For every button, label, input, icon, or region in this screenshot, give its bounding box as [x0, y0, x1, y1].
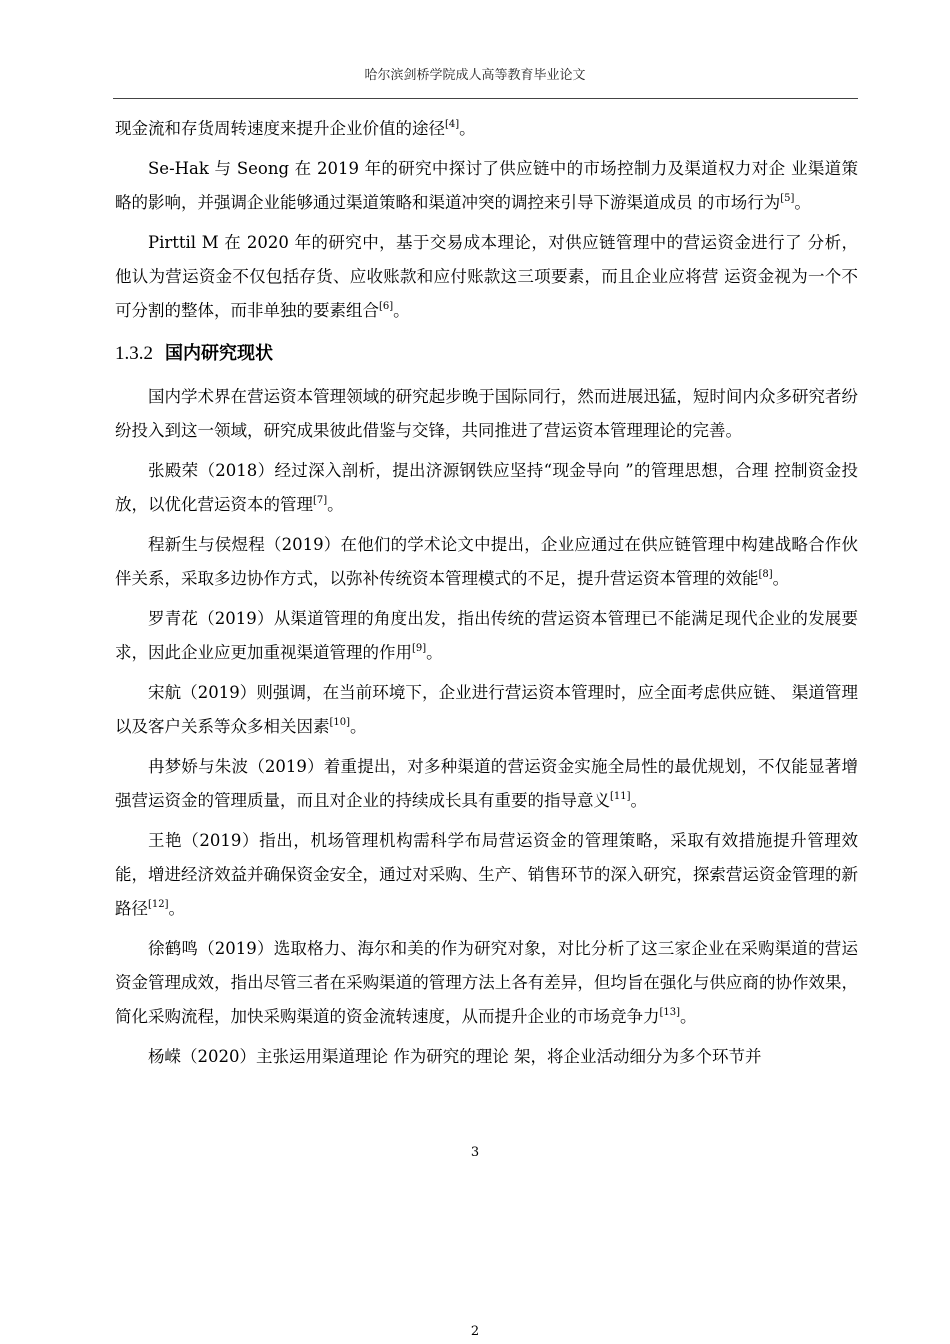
paragraph-end-punct: 。: [459, 119, 476, 138]
document-body: [115, 112, 858, 1080]
citation-ref: [12]: [148, 899, 169, 910]
paragraph-end-punct: 。: [772, 569, 790, 588]
paragraph: [115, 1040, 858, 1074]
paragraph-text: 宋航（2019）则强调，在当前环境下，企业进行营运资本管理时，应全面考虑供应链、 渠道管理以及客户关系等众多相关因素: [115, 683, 858, 736]
paragraph: [115, 226, 858, 328]
paragraph-text: 张殿荣（2018）经过深入剖析，提出济源钢铁应坚持“现金导向 ”的管理思想，合理 控制资金投放，以优化营运资本的管理: [115, 461, 858, 514]
citation-ref: [6]: [379, 301, 394, 312]
page-number-outer: 2: [470, 1324, 480, 1339]
paragraph-end-punct: 。: [794, 193, 811, 212]
paragraph: [115, 824, 858, 926]
paragraph: [115, 750, 858, 818]
paragraph: [115, 380, 858, 448]
paragraph-text: 程新生与侯煜程（2019）在他们的学术论文中提出，企业应通过在供应链管理中构建战略合作伙伴关系，采取多边协作方式，以弥补传统资本管理模式的不足，提升营运资本管理的效能: [115, 535, 858, 588]
paragraph-end-punct: 。: [680, 1007, 697, 1026]
citation-ref: [8]: [758, 569, 773, 580]
paragraph: [115, 152, 858, 220]
section-number: 1.3.2: [115, 343, 153, 364]
paragraph-text: 现金流和存货周转速度来提升企业价值的途径: [115, 119, 445, 138]
paragraph: [115, 676, 858, 744]
paragraph: [115, 112, 858, 146]
paragraph-end-punct: 。: [630, 791, 648, 810]
paragraph: [115, 602, 858, 670]
citation-ref: [9]: [412, 643, 427, 654]
paragraph: [115, 932, 858, 1034]
paragraph-end-punct: 。: [168, 899, 186, 918]
paragraph-text: 国内学术界在营运资本管理领域的研究起步晚于国际同行，然而进展迅猛，短时间内众多研究者纷纷投入到这一领域，研究成果彼此借鉴与交锋，共同推进了营运资本管理理论的完善。: [115, 387, 858, 440]
section-heading: [115, 334, 858, 374]
paragraph-text: 罗青花（2019）从渠道管理的角度出发，指出传统的营运资本管理已不能满足现代企业的发展要求，因此企业应更加重视渠道管理的作用: [115, 609, 858, 662]
paragraph-end-punct: 。: [426, 643, 443, 662]
paragraph-text: 王艳（2019）指出，机场管理机构需科学布局营运资金的管理策略，采取有效措施提升管理效能，增进经济效益并确保资金安全，通过对采购、生产、销售环节的深入研究，探索营运资金管理的新路径: [115, 831, 858, 918]
paragraph-text: 徐鹤鸣（2019）选取格力、海尔和美的作为研究对象，对比分析了这三家企业在采购渠道的营运资金管理成效，指出尽管三者在采购渠道的管理方法上各有差异，但均旨在强化与供应商的协作效果，简化采购流程，加快采购渠道的资金流转速度，从而提升企业的市场竞争力: [115, 939, 858, 1026]
paragraph-text: Se-Hak 与 Seong 在 2019 年的研究中探讨了供应链中的市场控制力及渠道权力对企 业渠道策略的影响，并强调企业能够通过渠道策略和渠道冲突的调控来引导下游渠道成员 的市场行为: [115, 159, 858, 212]
section-title: 国内研究现状: [165, 343, 273, 364]
citation-ref: [11]: [610, 791, 631, 802]
citation-ref: [4]: [445, 119, 460, 130]
page-header: 哈尔滨剑桥学院成人高等教育毕业论文: [364, 68, 586, 83]
paragraph-end-punct: 。: [327, 495, 344, 514]
paragraph-text: 冉梦娇与朱波（2019）着重提出，对多种渠道的营运资金实施全局性的最优规划，不仅能显著增强营运资金的管理质量，而且对企业的持续成长具有重要的指导意义: [115, 757, 858, 810]
paragraphs-bottom: [115, 380, 858, 1074]
paragraph-text: Pirttil M 在 2020 年的研究中，基于交易成本理论，对供应链管理中的营运资金进行了 分析，他认为营运资金不仅包括存货、应收账款和应付账款这三项要素，而且企业应将营 运资金视为一个不可分割的整体，而非单独的要素组合: [115, 233, 858, 320]
header-rule: [113, 98, 858, 99]
citation-ref: [5]: [780, 193, 795, 204]
paragraph-text: 杨嵘（2020）主张运用渠道理论 作为研究的理论 架，将企业活动细分为多个环节并: [148, 1047, 762, 1066]
page-number-inner: 3: [470, 1145, 480, 1160]
paragraph-end-punct: 。: [350, 717, 367, 736]
paragraph-end-punct: 。: [393, 301, 410, 320]
citation-ref: [10]: [329, 717, 351, 728]
paragraph: [115, 454, 858, 522]
paragraph: [115, 528, 858, 596]
citation-ref: [13]: [659, 1007, 681, 1018]
paragraphs-top: [115, 112, 858, 328]
citation-ref: [7]: [313, 495, 328, 506]
